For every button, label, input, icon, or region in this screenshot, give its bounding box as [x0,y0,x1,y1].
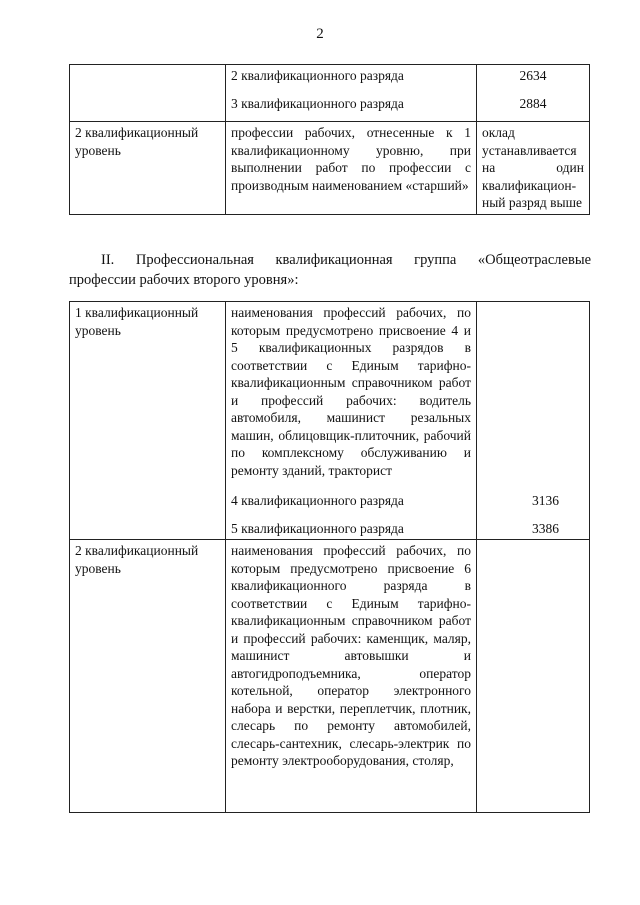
profession-list: наименования профессий рабочих, по которым предусмотрено присвоение 4 и 5 квалификационных разрядов в соответствии с Единым тарифно-квалификационным справочником работ и профессий рабочих: водитель автомобиля, машинист резальных машин, облицовщик-плиточник, рабочий по комплексному обслуживанию и ремонту зданий, тракторист [231,305,471,478]
table-row [70,540,590,813]
description-cell: профессии рабочих, отнесенные к 1 квалификационному уровню, при выполнении работ по профессии с производным наименованием «старший» [226,122,477,215]
salary-cell [477,302,590,540]
salary-cell [477,540,590,813]
grade-label: 3 квалификационного разряда [231,95,404,111]
section-heading [69,250,591,290]
page-number: 2 [316,26,324,42]
level-cell: 2 квалификационный уровень [70,122,226,215]
section-heading-line: профессии рабочих второго уровня»: [69,272,299,288]
profession-list: наименования профессий рабочих, по которым предусмотрено присвоение 6 квалификационного разряда в соответствии с Единым тарифно-квалификационным справочником работ и профессий рабочих: каменщик, маляр, машинист автовышки и автогидроподъемника, оператор котельной, оператор электронного набора и верстки, переплетчик, плотник, слесарь по ремонту автомобилей, слесарь-сантехник, слесарь-электрик по ремонту электрооборудования, столяр, [231,543,471,768]
level-cell [70,65,226,122]
qualification-table-continuation [69,64,590,215]
table-row [70,302,590,540]
salary-value: 3136 [532,493,559,508]
grade-label: 4 квалификационного разряда [231,493,404,508]
description-cell [226,540,477,813]
note-cell: оклад устанавливается на один квалификацион-ный разряд выше [477,122,590,215]
grade-label: 5 квалификационного разряда [231,520,404,536]
grade-label: 2 квалификационного разряда [231,68,404,83]
table-row [70,122,590,215]
salary-value: 2884 [519,95,547,111]
salary-cell [477,65,590,122]
salary-value: 2634 [519,68,547,83]
grade-labels-cell [226,65,477,122]
level-cell: 2 квалификационный уровень [70,540,226,813]
qualification-table-group-2 [69,301,590,813]
salary-value: 3386 [532,520,559,536]
section-heading-line: II. Профессиональная квалификационная группа «Общеотраслевые [101,252,591,268]
description-cell [226,302,477,540]
table-row [70,65,590,122]
level-cell: 1 квалификационный уровень [70,302,226,540]
